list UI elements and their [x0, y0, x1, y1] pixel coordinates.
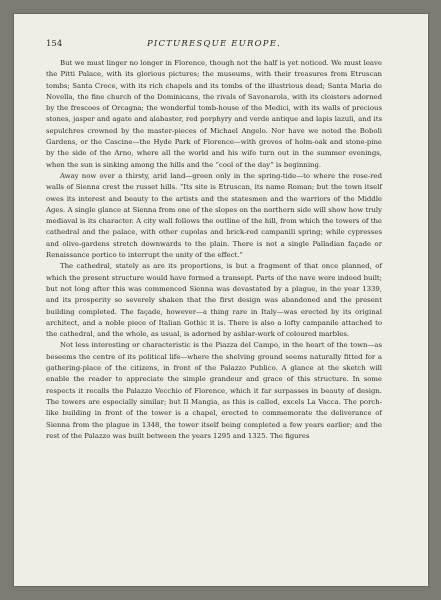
body-text [46, 58, 382, 442]
page-number: 154 [46, 39, 63, 49]
paragraph: Not less interesting or characteristic is the Piazza del Campo, in the heart of the town—as beseems the centre of its political life—where the shelving ground seems naturally fitted for a gathering-place of the citizens, in front of the Palazzo Publico. A glance at the sketch will enable the reader to appreciate the simple grandeur and grace of this structure. In some respects it recalls the Palazzo Vecchio of Florence, which it far surpasses in beauty of design. The towers are especially similar; but Il Mangia, as this is called, excels La Vacca. The porch-like building in front of the tower is a chapel, erected to commemorate the deliverance of Sienna from the plague in 1348, the tower itself being completed a few years earlier; and the rest of the Palazzo was built between the years 1295 and 1325. The figures [46, 341, 382, 440]
paragraph: Away now over a thirsty, arid land—green only in the spring-tide—to where the rose-red walls of Sienna crest the russet hills. “Its site is Etruscan, its name Roman; but the town itself owes its interest and beauty to the artists and the statesmen and the warriors of the Middle Ages. A single glance at Sienna from one of the slopes on the northern side will show how truly mediaval is its character. A city wall follows the outline of the hill, from which the towers of the cathedral and the palace, with other cupolas and brick-red campanili spring; while cypresses and olive-gardens stretch downwards to the plain. There is not a single Palladian façade or Renaissance portico to interrupt the unity of the effect.” [46, 171, 382, 260]
paragraph: The cathedral, stately as are its proportions, is but a fragment of that once planned, of which the present structure would have formed a transept. Parts of the nave were indeed built; but not long after this was commenced Sienna was devastated by a plague, in the year 1339, and its prosperity so severely shaken that the first design was abandoned and the present building completed. The façade, however—a thing rare in Italy—was erected by its original architect, and a noble piece of Italian Gothic it is. There is also a lofty campanile attached to the cathedral, and the whole, as usual, is adorned by ashlar-work of coloured marbles. [46, 262, 382, 339]
paragraph: But we must linger no longer in Florence, though not the half is yet noticed. We must leave the Pitti Palace, with its glorious pictures; the museums, with their treasures from Etruscan tombs; Santa Croce, with its rich chapels and its tombs of the illustrious dead; Santa Maria de Novella, the fine church of the Dominicans, the rivals of Savonarola, with its cloisters adorned by the frescoes of Orcagna; the wonderful tomb-house of the Medici, with its walls of precious stones, jasper and agate and alabaster, red porphyry and verde antique and lapis lazuli, and its sepulchres crowned by the master-pieces of Michael Angelo. Nor have we noted the Boboli Gardens, or the Cascine—the Hyde Park of Florence—with groves of holm-oak and stone-pine by the side of the Arno, where all the world and his wife turn out in the summer evenings, when the sun is sinking among the hills and the “cool of the day” is beginning. [46, 59, 382, 169]
page-header [46, 38, 382, 50]
running-title: PICTURESQUE EUROPE. [146, 39, 282, 49]
